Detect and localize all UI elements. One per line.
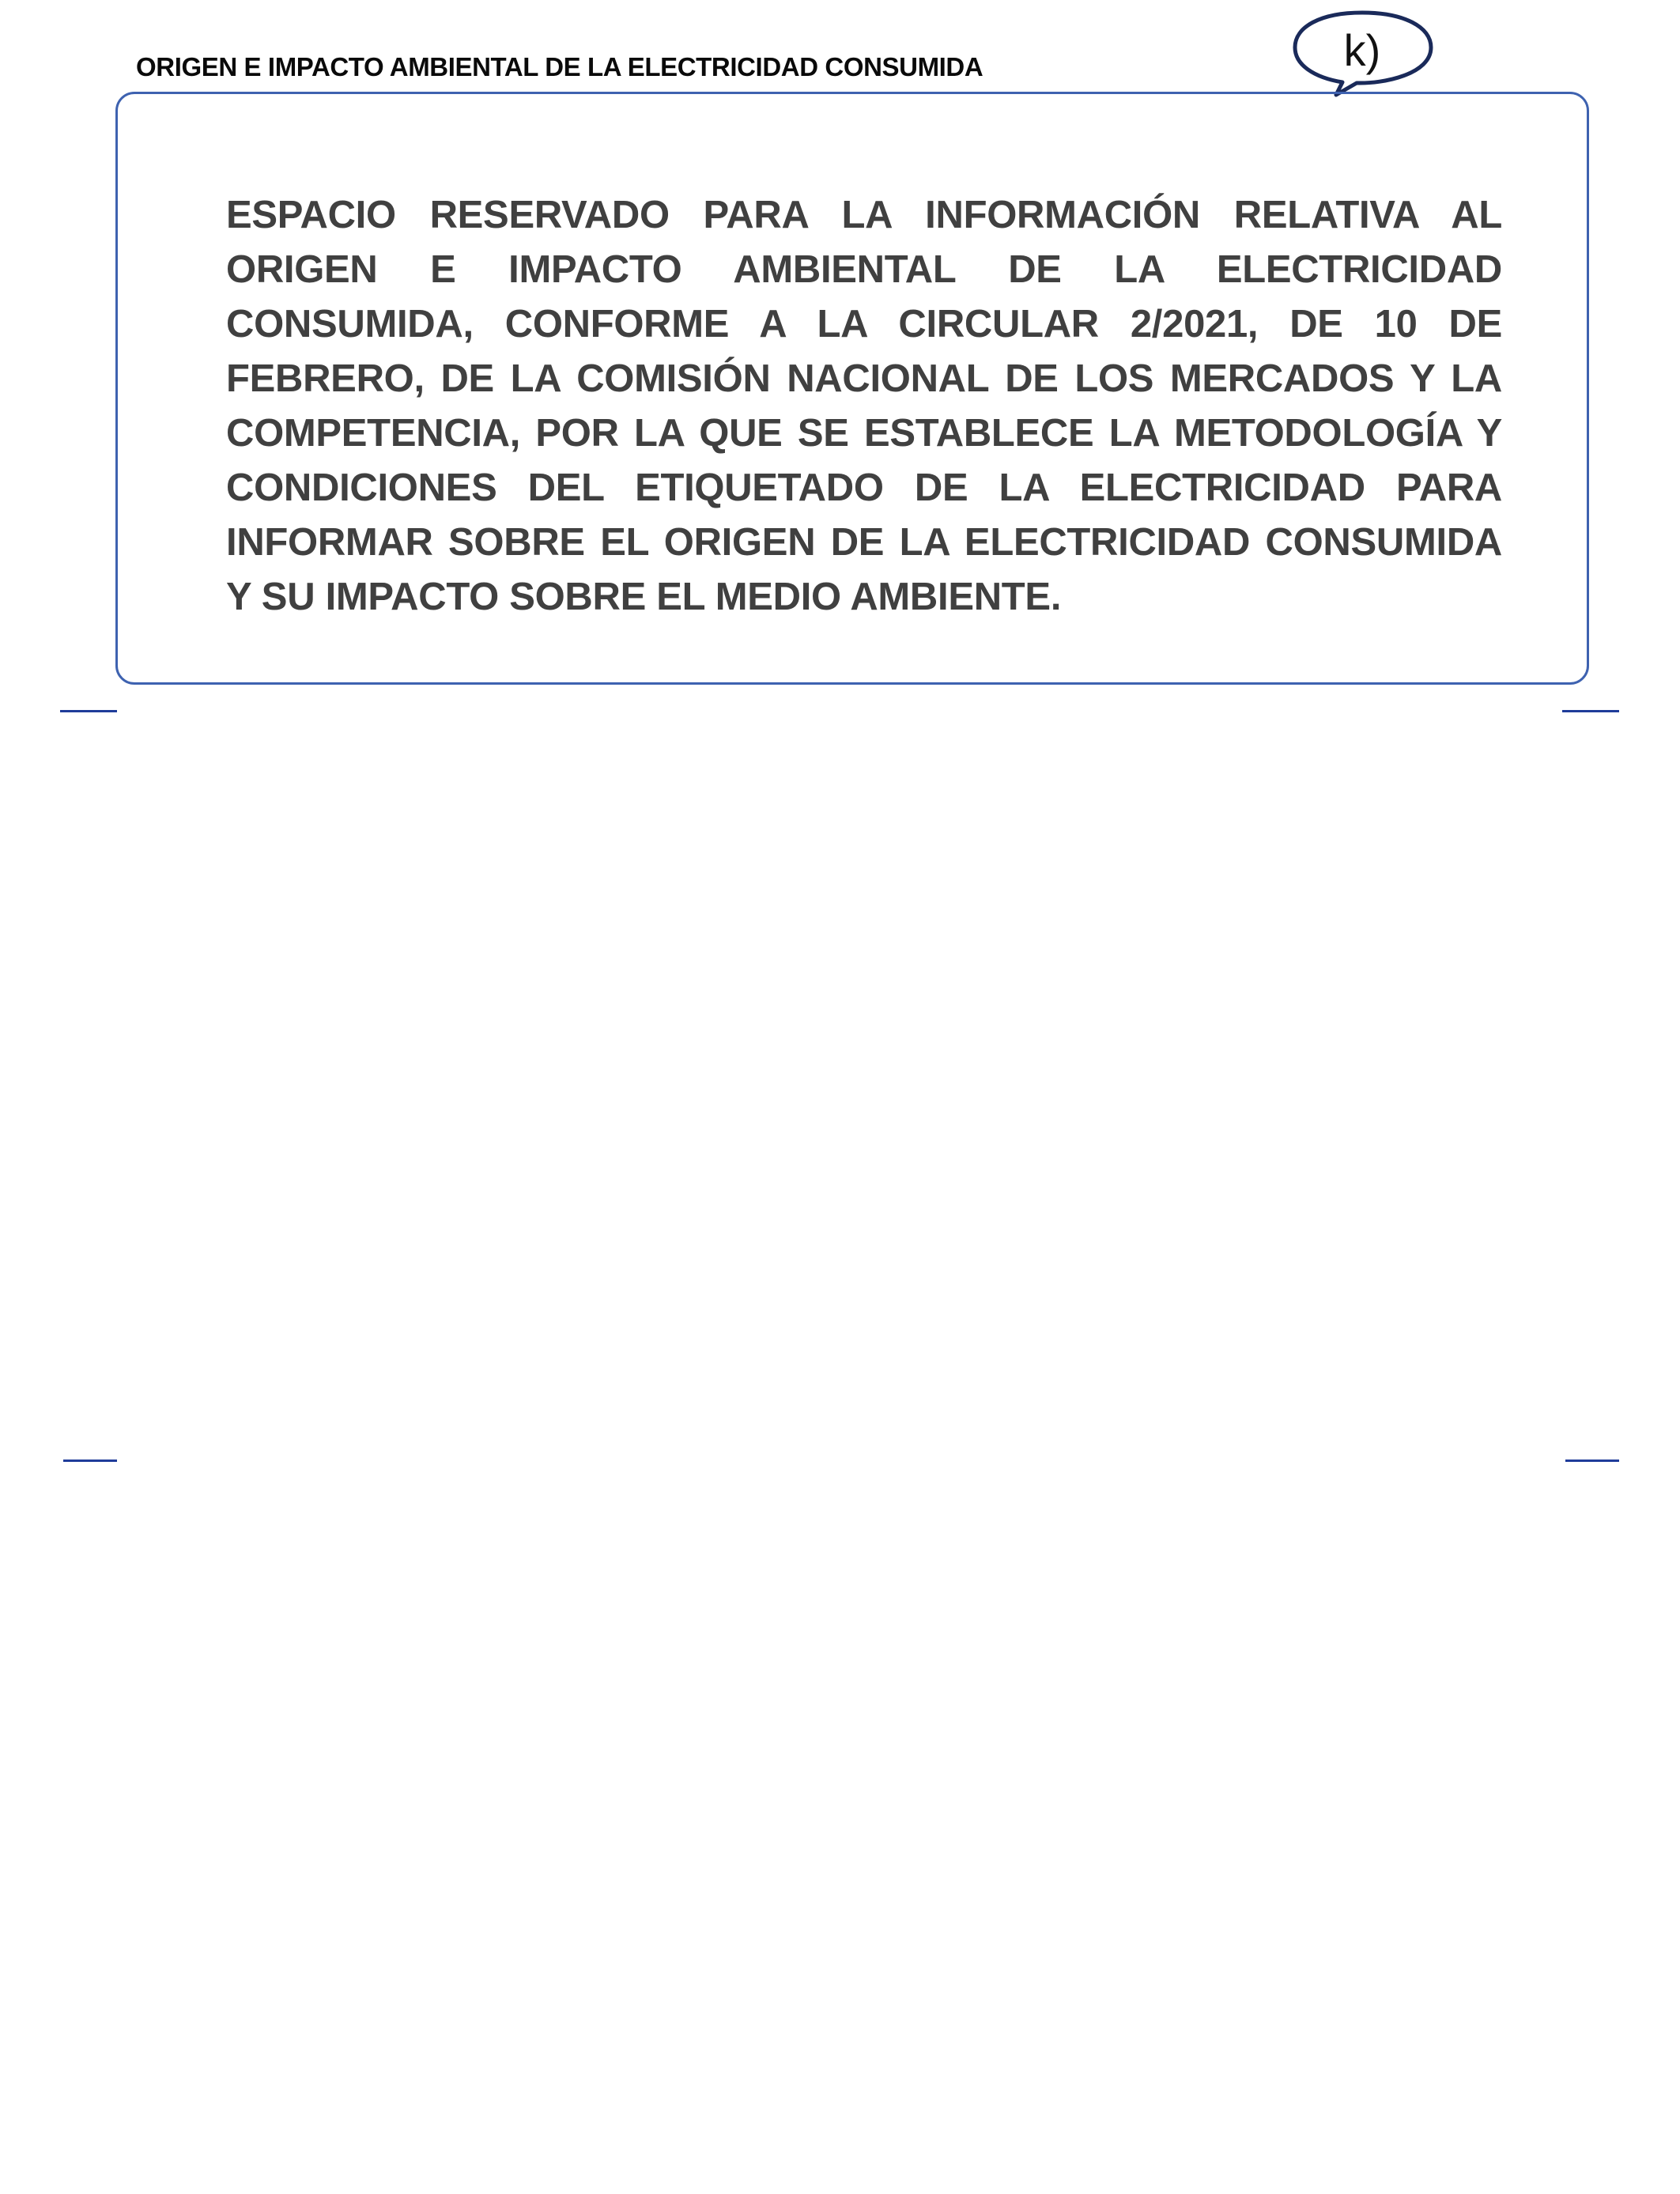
cut-mark-bottom-right <box>1565 1460 1619 1462</box>
callout-label: k) <box>1343 25 1381 75</box>
reserved-space-text: ESPACIO RESERVADO PARA LA INFORMACIÓN RELATIVA AL ORIGEN E IMPACTO AMBIENTAL DE LA ELECTRICIDAD CONSUMIDA, CONFORME A LA CIRCULAR 2/2021, DE 10 DE FEBRERO, DE LA COMISIÓN NACIONAL DE LOS MERCADOS Y LA COMPETENCIA, POR LA QUE SE ESTABLECE LA METODOLOGÍA Y CONDICIONES DEL ETIQUETADO DE LA ELECTRICIDAD PARA INFORMAR SOBRE EL ORIGEN DE LA ELECTRICIDAD CONSUMIDA Y SU IMPACTO SOBRE EL MEDIO AMBIENTE. <box>226 194 1502 618</box>
cut-mark-top-left <box>60 710 117 712</box>
cut-mark-top-right <box>1562 710 1619 712</box>
callout-marker <box>1289 8 1439 99</box>
section-title: ORIGEN E IMPACTO AMBIENTAL DE LA ELECTRICIDAD CONSUMIDA <box>136 52 983 81</box>
cut-mark-bottom-left <box>63 1460 117 1462</box>
